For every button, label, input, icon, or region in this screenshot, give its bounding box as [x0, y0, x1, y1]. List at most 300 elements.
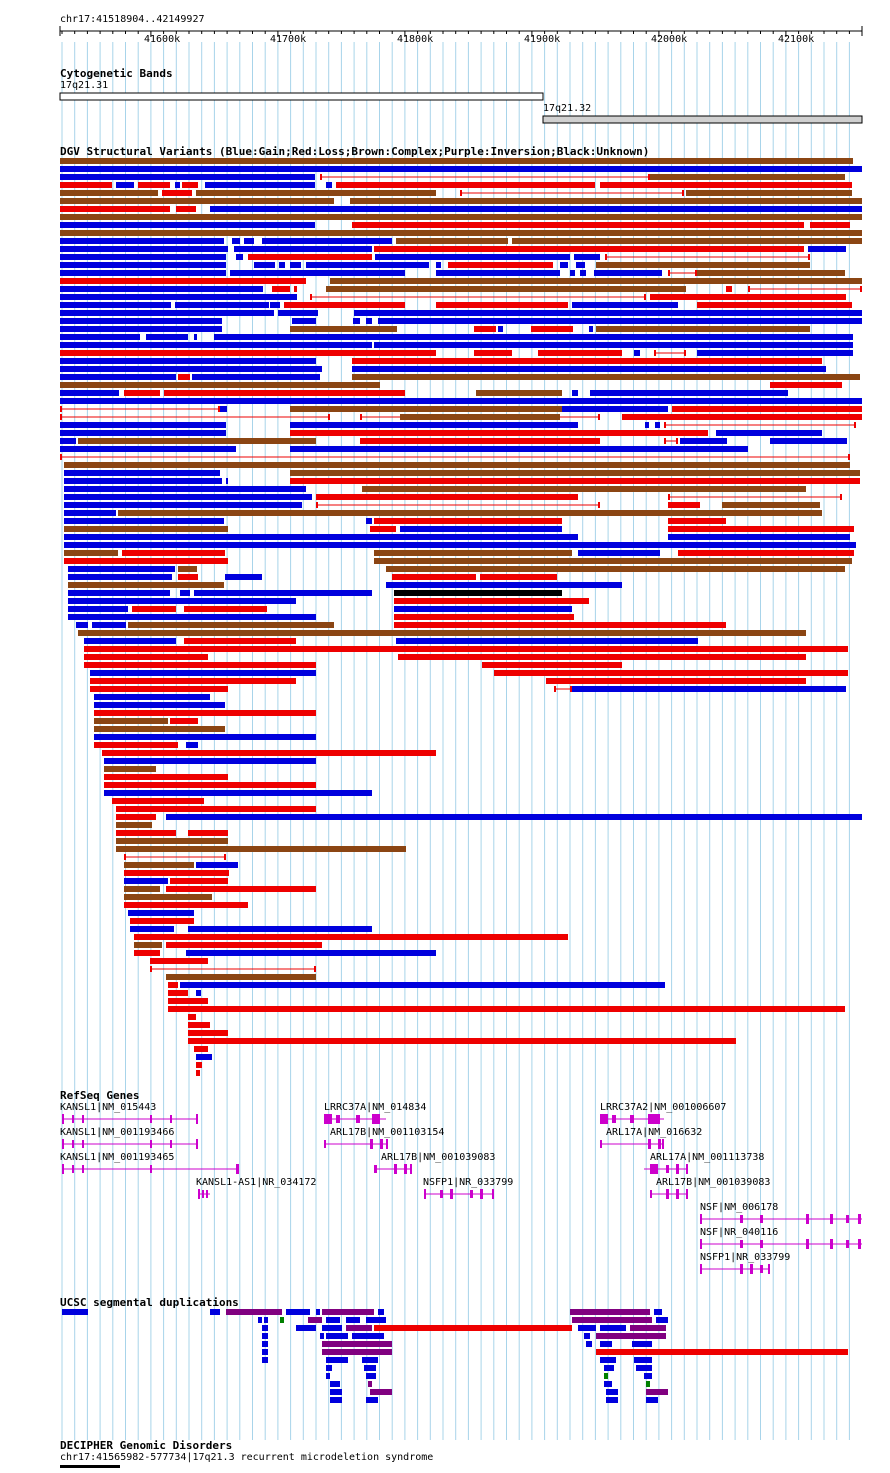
- dgv-variant: [392, 574, 476, 580]
- segdup-feature: [572, 1317, 652, 1323]
- dgv-variant: [716, 430, 822, 436]
- dgv-variant: [572, 302, 678, 308]
- dgv-variant: [60, 158, 853, 164]
- dgv-variant: [188, 1022, 210, 1028]
- dgv-variant: [810, 222, 850, 228]
- dgv-variant: [310, 294, 312, 300]
- dgv-variant: [78, 438, 316, 444]
- dgv-variant: [64, 534, 578, 540]
- dgv-variant: [64, 502, 302, 508]
- dgv-variant: [84, 654, 208, 660]
- dgv-variant: [668, 270, 670, 276]
- dgv-variant: [134, 942, 162, 948]
- dgv-variant: [655, 422, 660, 428]
- gene-kansl1: [62, 1114, 64, 1124]
- dgv-variant: [168, 982, 178, 988]
- dgv-variant: [182, 182, 198, 188]
- dgv-variant: [132, 606, 176, 612]
- dgv-variant: [188, 1030, 228, 1036]
- dgv-variant: [560, 262, 568, 268]
- dgv-variant: [360, 414, 362, 420]
- dgv-variant: [290, 446, 748, 452]
- dgv-variant: [116, 838, 228, 844]
- dgv-variant: [60, 366, 322, 372]
- dgv-variant: [476, 390, 562, 396]
- gene-nsf: [740, 1215, 743, 1223]
- gene-lrrc37a2: [630, 1115, 634, 1123]
- dgv-variant: [290, 262, 301, 268]
- dgv-variant: [316, 494, 578, 500]
- dgv-variant: [60, 230, 862, 236]
- ruler-tick-label: 41700k: [270, 34, 307, 45]
- segdup-feature: [632, 1341, 652, 1347]
- segdup-feature: [262, 1325, 268, 1331]
- dgv-variant: [194, 1046, 208, 1052]
- dgv-variant: [578, 550, 660, 556]
- gene-nsf: [830, 1214, 833, 1224]
- dgv-variant: [164, 390, 405, 396]
- dgv-variant: [474, 326, 496, 332]
- dgv-variant: [60, 254, 226, 260]
- dgv-variant: [278, 310, 318, 316]
- gene-nsfp1: [700, 1264, 702, 1274]
- dgv-variant: [352, 366, 826, 372]
- gene-label[interactable]: NSFP1|NR_033799: [423, 1177, 514, 1188]
- dgv-variant: [682, 190, 684, 196]
- dgv-variant: [116, 814, 156, 820]
- gene-label[interactable]: NSFP1|NR_033799: [700, 1252, 791, 1263]
- dgv-variant: [94, 726, 225, 732]
- dgv-variant: [350, 198, 862, 204]
- dgv-variant: [138, 182, 170, 188]
- gene-label[interactable]: KANSL1|NM_001193465: [60, 1152, 175, 1163]
- decipher-feature-label[interactable]: chr17:41565982-577734|17q21.3 recurrent microdeletion syndrome: [60, 1452, 434, 1463]
- dgv-variant: [230, 270, 405, 276]
- dgv-variant: [60, 382, 380, 388]
- dgv-variant: [226, 478, 228, 484]
- dgv-variant: [352, 374, 860, 380]
- segdup-feature: [644, 1373, 652, 1379]
- dgv-variant: [64, 494, 312, 500]
- dgv-variant: [436, 262, 441, 268]
- dgv-variant: [60, 222, 315, 228]
- dgv-variant: [370, 526, 396, 532]
- dgv-variant: [64, 486, 306, 492]
- region-label: chr17:41518904..42149927: [60, 14, 205, 25]
- dgv-variant: [482, 662, 622, 668]
- gene-arl17a: [662, 1139, 664, 1149]
- gene-nsf: [700, 1214, 702, 1224]
- dgv-variant: [394, 614, 574, 620]
- dgv-variant: [166, 814, 862, 820]
- gene-nsf: [806, 1239, 809, 1249]
- dgv-variant: [270, 302, 280, 308]
- gene-nsf: [858, 1214, 861, 1224]
- segdup-feature: [656, 1317, 668, 1323]
- dgv-variant: [292, 318, 316, 324]
- dgv-variant: [60, 390, 119, 396]
- gene-arl17a: [600, 1140, 602, 1148]
- gene-nsf: [760, 1240, 763, 1248]
- dgv-variant: [116, 822, 152, 828]
- dgv-variant: [68, 574, 172, 580]
- gene-nsf: [858, 1239, 861, 1249]
- segdup-feature: [604, 1365, 614, 1371]
- segdup-feature: [210, 1309, 220, 1315]
- gene-arl17a: [666, 1165, 669, 1173]
- dgv-variant: [375, 254, 570, 260]
- segdup-feature: [366, 1317, 386, 1323]
- dgv-variant: [290, 406, 562, 412]
- dgv-variant: [146, 334, 188, 340]
- gene-label[interactable]: KANSL1|NM_015443: [60, 1102, 157, 1113]
- segdup-feature: [630, 1325, 666, 1331]
- segdup-feature: [604, 1373, 608, 1379]
- segdup-feature: [378, 1309, 384, 1315]
- segdup-feature: [262, 1341, 268, 1347]
- dgv-variant: [166, 974, 316, 980]
- dgv-variant: [104, 790, 372, 796]
- dgv-variant: [572, 686, 846, 692]
- dgv-variant: [104, 782, 316, 788]
- dgv-variant: [60, 334, 140, 340]
- gene-label[interactable]: ARL17B|NM_001039083: [381, 1152, 496, 1163]
- dgv-variant: [589, 326, 593, 332]
- gene-label[interactable]: KANSL1-AS1|NR_034172: [196, 1177, 317, 1188]
- segdup-feature: [368, 1381, 372, 1387]
- dgv-variant: [60, 326, 222, 332]
- dgv-variant: [60, 318, 222, 324]
- dgv-variant: [374, 518, 562, 524]
- dgv-variant: [634, 350, 640, 356]
- segdup-feature: [322, 1349, 392, 1355]
- dgv-variant: [684, 350, 686, 356]
- dgv-variant: [128, 622, 334, 628]
- dgv-variant: [90, 678, 296, 684]
- segdup-feature: [596, 1349, 848, 1355]
- segdup-feature: [634, 1357, 652, 1363]
- dgv-variant: [60, 438, 76, 444]
- dgv-variant: [374, 342, 853, 348]
- dgv-variant: [68, 566, 175, 572]
- dgv-variant: [90, 670, 316, 676]
- gene-kansl1: [62, 1164, 64, 1174]
- dgv-variant: [664, 422, 666, 428]
- gene-arl17b: [386, 1139, 388, 1149]
- dgv-variant: [394, 622, 726, 628]
- dgv-variant: [336, 182, 595, 188]
- dgv-variant: [234, 246, 372, 252]
- gene-kansl1: [170, 1115, 172, 1123]
- segdup-feature: [322, 1309, 374, 1315]
- dgv-variant: [64, 462, 850, 468]
- gene-kansl1: [82, 1115, 84, 1123]
- gene-lrrc37a2: [612, 1115, 616, 1123]
- segdup-feature: [322, 1341, 392, 1347]
- gene-kansl1-as1: [202, 1190, 204, 1198]
- segdup-feature: [600, 1325, 626, 1331]
- dgv-variant: [150, 958, 208, 964]
- dgv-variant: [64, 478, 222, 484]
- dgv-variant: [124, 878, 168, 884]
- gene-label[interactable]: ARL17A|NM_016632: [606, 1127, 703, 1138]
- dgv-variant: [848, 454, 850, 460]
- gene-kansl1-as1: [206, 1190, 208, 1198]
- dgv-variant: [554, 686, 556, 692]
- dgv-variant: [112, 798, 204, 804]
- dgv-variant: [188, 1038, 736, 1044]
- segdup-track-title[interactable]: UCSC segmental duplications: [60, 1296, 239, 1309]
- gene-nsf: [806, 1214, 809, 1224]
- dgv-variant: [60, 270, 226, 276]
- dgv-variant: [386, 566, 845, 572]
- dgv-variant: [60, 374, 176, 380]
- gene-label[interactable]: LRRC37A|NM_014834: [324, 1102, 427, 1113]
- gene-label[interactable]: ARL17B|NM_001039083: [656, 1177, 771, 1188]
- dgv-variant: [622, 414, 862, 420]
- dgv-variant: [695, 270, 697, 276]
- dgv-variant: [92, 622, 126, 628]
- dgv-variant: [68, 606, 128, 612]
- dgv-track-title[interactable]: DGV Structural Variants (Blue:Gain;Red:Loss;Brown:Complex;Purple:Inversion;Black:Unknown): [60, 145, 650, 158]
- gene-nsf: [740, 1240, 743, 1248]
- dgv-variant: [680, 438, 727, 444]
- dgv-variant: [512, 238, 862, 244]
- gene-arl17b: [686, 1189, 688, 1199]
- dgv-variant: [60, 310, 274, 316]
- dgv-variant: [124, 902, 248, 908]
- dgv-variant: [668, 518, 726, 524]
- dgv-variant: [668, 526, 854, 532]
- dgv-variant: [60, 246, 228, 252]
- dgv-variant: [290, 478, 860, 484]
- dgv-variant: [184, 638, 296, 644]
- gene-nsf: [700, 1239, 702, 1249]
- ruler-tick-label: 42000k: [651, 34, 688, 45]
- dgv-variant: [84, 638, 176, 644]
- dgv-variant: [60, 350, 436, 356]
- dgv-variant: [644, 294, 646, 300]
- segdup-feature: [326, 1357, 348, 1363]
- segdup-feature: [578, 1325, 596, 1331]
- ruler-tick-label: 41600k: [144, 34, 181, 45]
- dgv-variant: [232, 238, 240, 244]
- dgv-variant: [668, 534, 850, 540]
- dgv-variant: [538, 350, 622, 356]
- segdup-feature: [374, 1325, 572, 1331]
- dgv-variant: [676, 438, 678, 444]
- dgv-variant: [650, 294, 846, 300]
- dgv-variant: [124, 894, 212, 900]
- dgv-variant: [60, 446, 236, 452]
- dgv-variant: [290, 326, 397, 332]
- dgv-variant: [64, 542, 856, 548]
- segdup-feature: [366, 1397, 378, 1403]
- dgv-variant: [366, 518, 372, 524]
- dgv-variant: [116, 846, 406, 852]
- dgv-variant: [290, 430, 708, 436]
- dgv-variant: [60, 342, 372, 348]
- dgv-variant: [352, 358, 822, 364]
- dgv-variant: [60, 286, 263, 292]
- dgv-variant: [400, 414, 560, 420]
- dgv-variant: [218, 406, 220, 412]
- dgv-variant: [60, 302, 171, 308]
- dgv-variant: [594, 270, 662, 276]
- dgv-variant: [104, 774, 228, 780]
- segdup-feature: [258, 1317, 262, 1323]
- dgv-variant: [194, 334, 197, 340]
- dgv-variant: [124, 390, 160, 396]
- dgv-variant: [64, 550, 118, 556]
- dgv-variant: [570, 686, 572, 692]
- dgv-variant: [64, 470, 220, 476]
- segdup-feature: [326, 1317, 340, 1323]
- segdup-feature: [326, 1365, 332, 1371]
- cytoband-label-17q21-31: 17q21.31: [60, 80, 109, 91]
- gene-nsf: [846, 1215, 849, 1223]
- segdup-feature: [352, 1333, 384, 1339]
- dgv-variant: [460, 190, 462, 196]
- dgv-variant: [60, 206, 170, 212]
- gene-arl17b: [374, 1165, 377, 1173]
- gene-arl17a: [658, 1139, 661, 1149]
- dgv-variant: [330, 278, 862, 284]
- gene-kansl1-as1: [198, 1189, 200, 1199]
- segdup-feature: [362, 1357, 378, 1363]
- dgv-variant: [374, 550, 572, 556]
- segdup-feature: [308, 1317, 322, 1323]
- gene-arl17b: [394, 1164, 397, 1174]
- dgv-variant: [386, 582, 622, 588]
- decipher-track-title[interactable]: DECIPHER Genomic Disorders: [60, 1439, 233, 1452]
- dgv-variant: [196, 190, 436, 196]
- dgv-variant: [697, 350, 853, 356]
- gene-lrrc37a2: [648, 1114, 660, 1124]
- dgv-variant: [134, 950, 160, 956]
- dgv-variant: [220, 406, 227, 412]
- gene-arl17a: [648, 1139, 651, 1149]
- dgv-variant: [175, 182, 180, 188]
- gene-lrrc37a: [356, 1115, 360, 1123]
- gene-arl17b: [676, 1189, 679, 1199]
- decipher-feature: [60, 1465, 120, 1468]
- dgv-variant: [598, 502, 600, 508]
- gene-lrrc37a: [336, 1115, 340, 1123]
- dgv-variant: [722, 502, 820, 508]
- dgv-variant: [64, 518, 224, 524]
- dgv-variant: [396, 238, 508, 244]
- dgv-variant: [130, 918, 194, 924]
- dgv-variant: [531, 326, 573, 332]
- dgv-variant: [697, 270, 845, 276]
- dgv-variant: [60, 166, 862, 172]
- dgv-variant: [320, 174, 322, 180]
- dgv-variant: [186, 950, 436, 956]
- segdup-feature: [646, 1389, 668, 1395]
- dgv-variant: [60, 454, 62, 460]
- dgv-variant: [570, 270, 575, 276]
- dgv-variant: [76, 622, 88, 628]
- gene-nsfp1: [760, 1265, 763, 1273]
- segdup-feature: [600, 1341, 612, 1347]
- dgv-variant: [168, 1006, 845, 1012]
- gene-nsfp1: [424, 1189, 426, 1199]
- dgv-variant: [678, 550, 854, 556]
- dgv-variant: [254, 262, 275, 268]
- gene-kansl1: [72, 1165, 74, 1173]
- dgv-variant: [94, 734, 316, 740]
- gene-kansl1: [150, 1140, 152, 1148]
- gene-label[interactable]: ARL17B|NM_001103154: [330, 1127, 445, 1138]
- segdup-feature: [322, 1325, 342, 1331]
- dgv-variant: [60, 190, 158, 196]
- segdup-feature: [646, 1381, 650, 1387]
- gene-arl17a: [650, 1164, 658, 1174]
- segdup-feature: [370, 1389, 392, 1395]
- gene-nsf: [760, 1215, 763, 1223]
- gene-arl17b: [370, 1139, 373, 1149]
- gene-label[interactable]: ARL17A|NM_001113738: [650, 1152, 765, 1163]
- dgv-variant: [60, 214, 862, 220]
- dgv-variant: [572, 390, 578, 396]
- dgv-variant: [124, 854, 126, 860]
- dgv-variant: [128, 910, 194, 916]
- gene-nsf: [846, 1240, 849, 1248]
- dgv-variant: [262, 238, 392, 244]
- segdup-feature: [264, 1317, 268, 1323]
- segdup-feature: [330, 1389, 342, 1395]
- gene-label[interactable]: KANSL1|NM_001193466: [60, 1127, 175, 1138]
- dgv-variant: [396, 638, 698, 644]
- dgv-variant: [494, 670, 848, 676]
- dgv-variant: [60, 422, 226, 428]
- gene-label[interactable]: LRRC37A2|NM_001006607: [600, 1102, 727, 1113]
- gene-label[interactable]: NSF|NM_006178: [700, 1202, 779, 1213]
- segdup-feature: [636, 1365, 652, 1371]
- segdup-feature: [226, 1309, 282, 1315]
- dgv-variant: [354, 310, 862, 316]
- segdup-feature: [316, 1309, 320, 1315]
- segdup-feature: [606, 1389, 618, 1395]
- dgv-variant: [284, 302, 405, 308]
- dgv-variant: [178, 574, 198, 580]
- refseq-track-title[interactable]: RefSeq Genes: [60, 1089, 140, 1102]
- ruler-tick-label: 42100k: [778, 34, 815, 45]
- cytoband-track-title[interactable]: Cytogenetic Bands: [60, 67, 173, 80]
- dgv-variant: [116, 830, 176, 836]
- dgv-variant: [168, 990, 188, 996]
- gene-arl17b: [650, 1190, 652, 1198]
- dgv-variant: [60, 262, 226, 268]
- ruler-tick-label: 41800k: [397, 34, 434, 45]
- dgv-variant: [600, 182, 852, 188]
- gene-label[interactable]: NSF|NR_040116: [700, 1227, 779, 1238]
- dgv-variant: [224, 854, 226, 860]
- dgv-variant: [118, 510, 822, 516]
- dgv-variant: [196, 1054, 212, 1060]
- dgv-variant: [394, 598, 589, 604]
- gene-nsfp1: [440, 1190, 443, 1198]
- dgv-variant: [808, 254, 810, 260]
- gene-nsf: [830, 1239, 833, 1249]
- dgv-variant: [664, 438, 666, 444]
- dgv-variant: [860, 286, 862, 292]
- dgv-variant: [605, 254, 607, 260]
- dgv-variant: [306, 262, 429, 268]
- cytoband-17q21-32: [543, 116, 862, 123]
- dgv-variant: [436, 302, 568, 308]
